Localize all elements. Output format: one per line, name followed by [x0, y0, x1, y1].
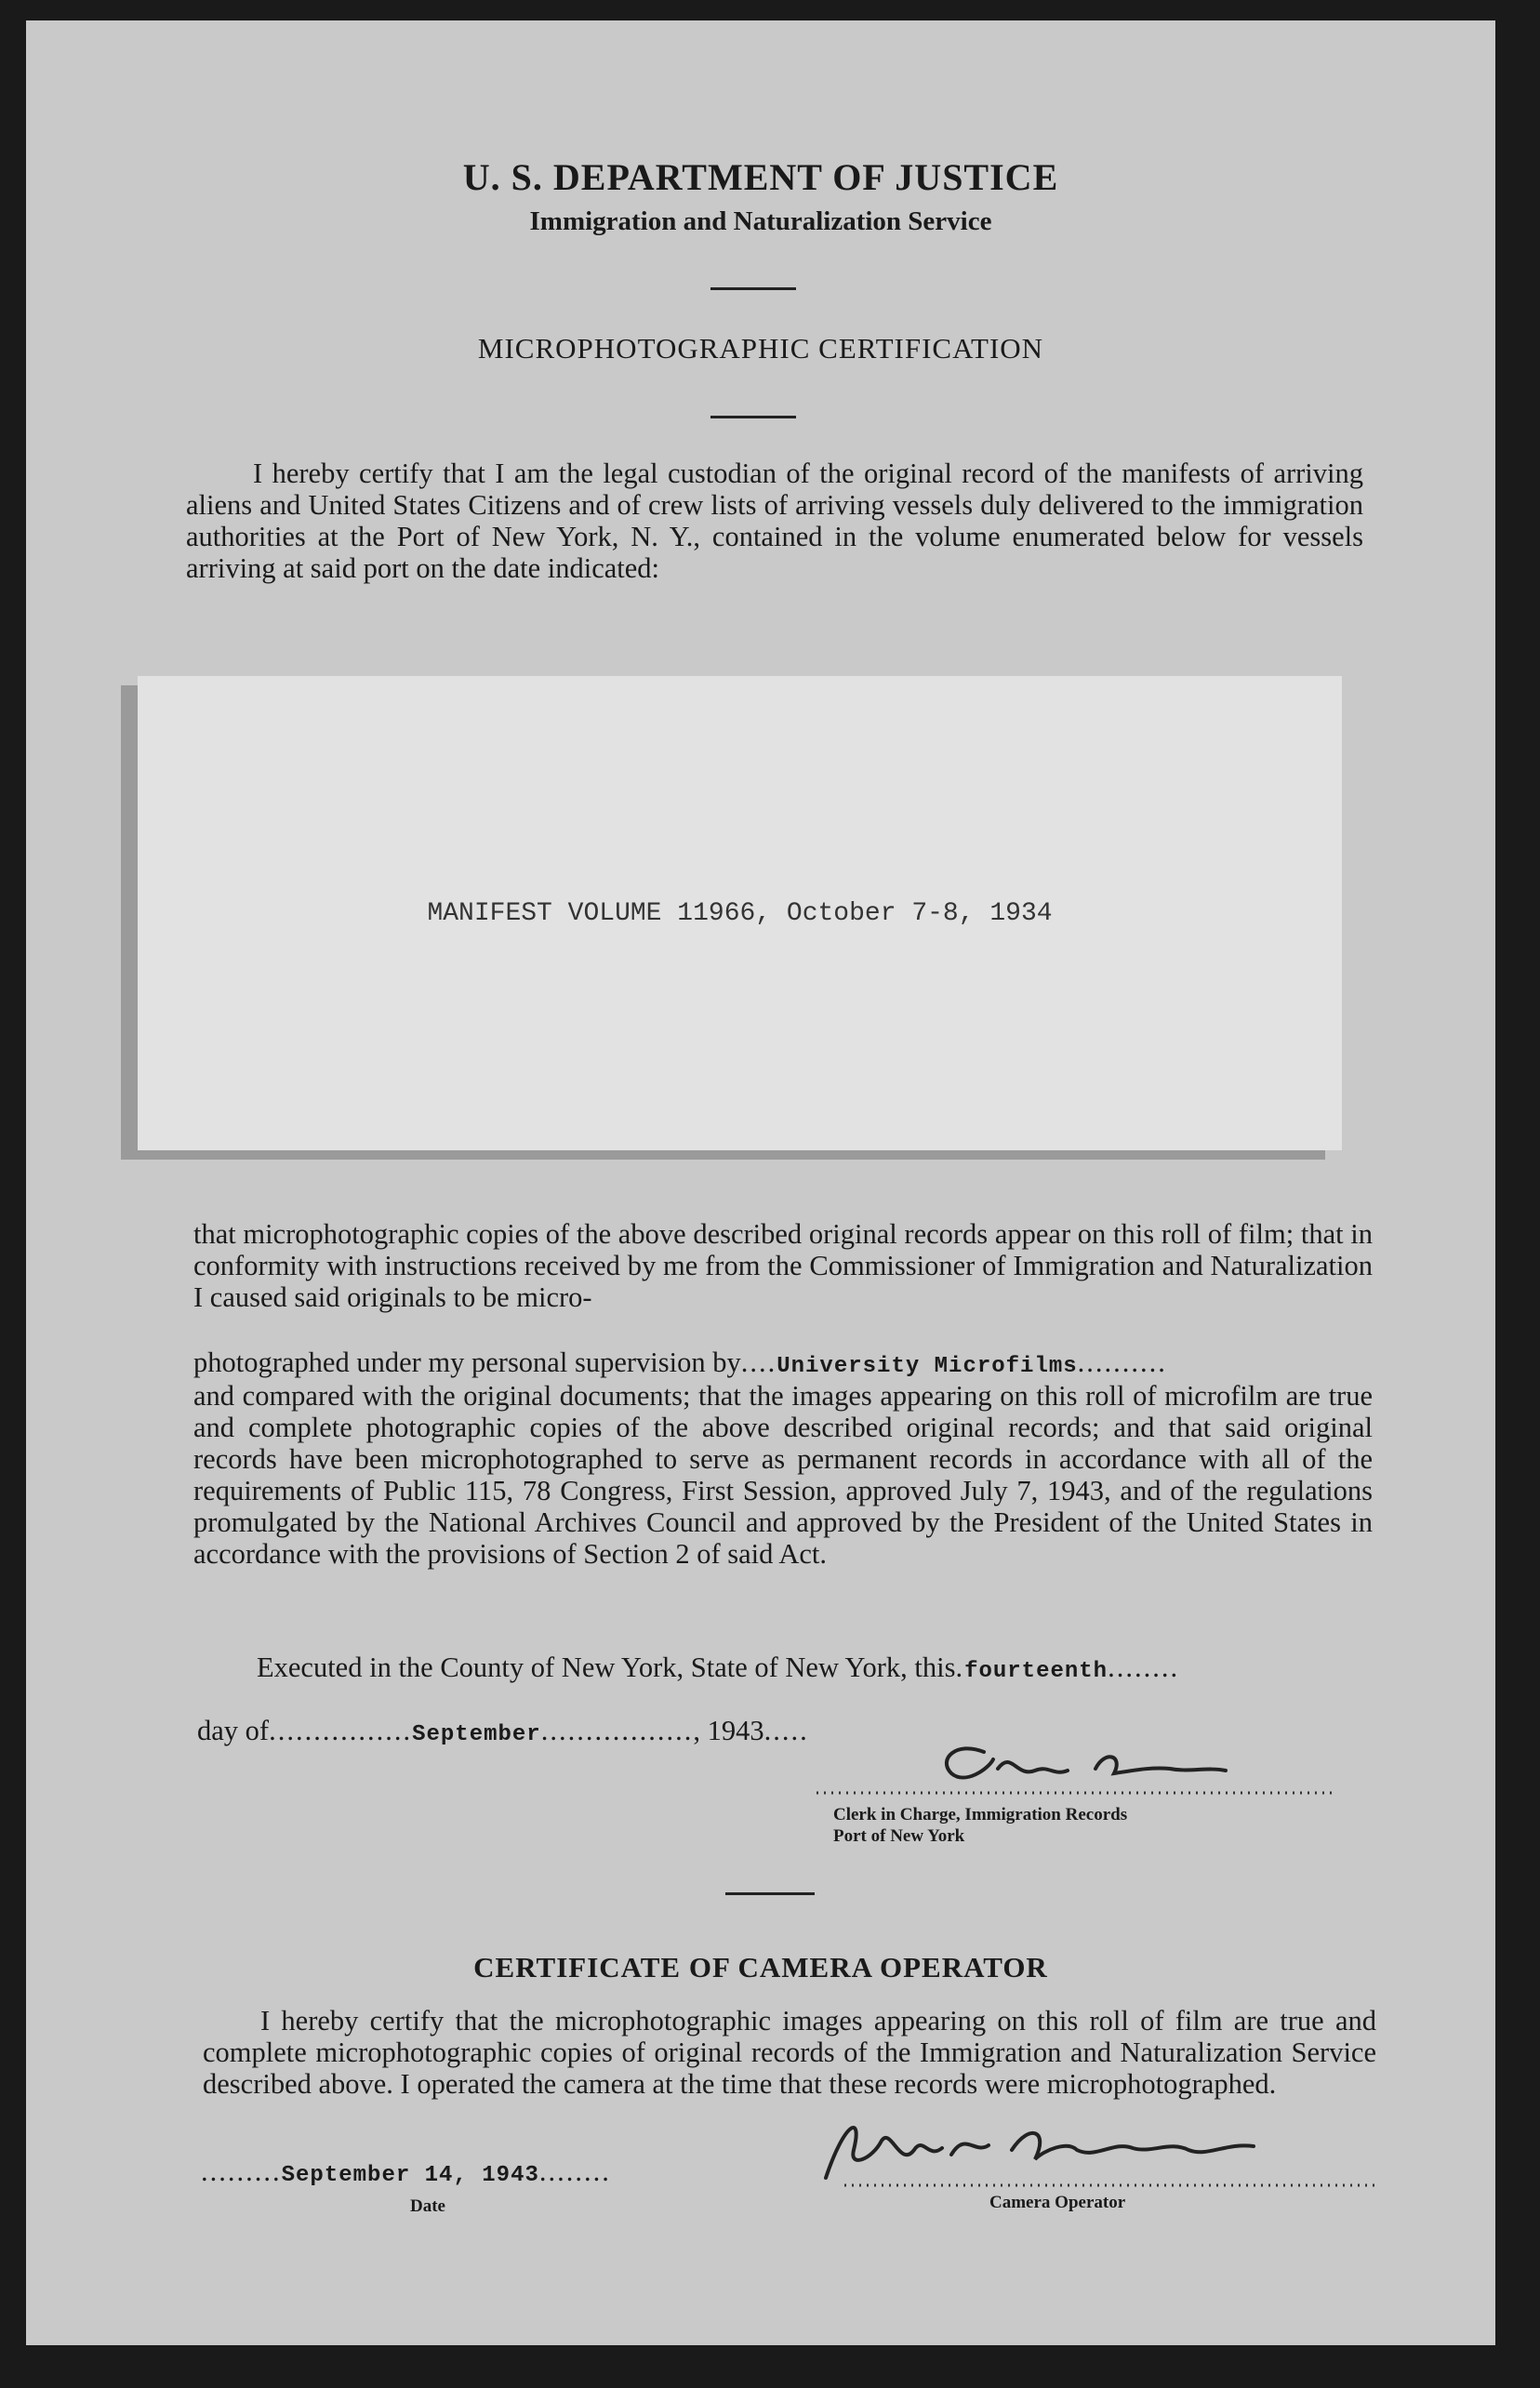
supervision-line: photographed under my personal supervision by....University Microfilms..........	[193, 1347, 1167, 1379]
manifest-volume-text: MANIFEST VOLUME 11966, October 7-8, 1934	[427, 899, 1053, 928]
divider	[725, 1892, 815, 1895]
executed-month: September	[412, 1722, 541, 1747]
divider	[710, 416, 796, 418]
camera-operator-label: Camera Operator	[989, 2193, 1126, 2212]
record-card	[138, 676, 1342, 1150]
service-subheading: Immigration and Naturalization Service	[529, 206, 992, 236]
camera-certificate-title: CERTIFICATE OF CAMERA OPERATOR	[473, 1951, 1048, 1983]
clerk-title: Clerk in Charge, Immigration Records Port of New York	[833, 1805, 1128, 1846]
day-of-label: day of	[197, 1715, 270, 1746]
intro-paragraph: I hereby certify that I am the legal custodian of the original record of the manifests of arriving aliens and United States Citizens and of crew lists of arriving vessels duly delivered to the immigration authorities at the Port of New York, N. Y., contained in the volume enumerated below for vessels arriving at said port on the date indicated:	[186, 458, 1363, 584]
body-paragraph-part1: that microphotographic copies of the above described original records appear on this roll of film; that in conformity with instructions received by me from the Commissioner of Immigration and Naturalization I caused said originals to be micro-	[193, 1218, 1373, 1313]
divider	[710, 287, 796, 290]
executed-day: fourteenth	[964, 1659, 1109, 1684]
executed-prefix: Executed in the County of New York, State of New York, this	[257, 1652, 956, 1683]
supervisor-name: University Microfilms	[777, 1354, 1078, 1379]
executed-year: , 1943	[693, 1715, 764, 1746]
department-heading: U. S. DEPARTMENT OF JUSTICE	[462, 156, 1059, 198]
camera-date-line: .........September 14, 1943........	[201, 2156, 611, 2188]
executed-line: Executed in the County of New York, State of New York, this.fourteenth........	[257, 1652, 1180, 1684]
camera-date: September 14, 1943	[281, 2163, 539, 2188]
body-paragraph-part2: and compared with the original documents; that the images appearing on this roll of microfilm are true and complete photographic copies of the above described original records; and that said original records have been microphotographed to serve as permanent records in accordance with all of the requirements of Public 115, 78 Congress, First Session, approved July 7, 1943, and of the regulations promulgated by the National Archives Council and approved by the President of the United States in accordance with the provisions of Section 2 of said Act.	[193, 1380, 1373, 1570]
camera-paragraph: I hereby certify that the microphotographic images appearing on this roll of film are true and complete microphotographic copies of original records of the Immigration and Naturalization Service described above. I operated the camera at the time that these records were microphotographed.	[203, 2005, 1376, 2100]
clerk-signature	[816, 1731, 1337, 1806]
certificate-page	[26, 20, 1495, 2345]
certification-title: MICROPHOTOGRAPHIC CERTIFICATION	[477, 332, 1044, 365]
camera-operator-signature	[789, 2113, 1384, 2196]
date-label: Date	[410, 2196, 445, 2216]
supervision-prefix: photographed under my personal supervision by	[193, 1347, 741, 1378]
day-of-line: day of................September................., 1943.....	[197, 1715, 809, 1747]
